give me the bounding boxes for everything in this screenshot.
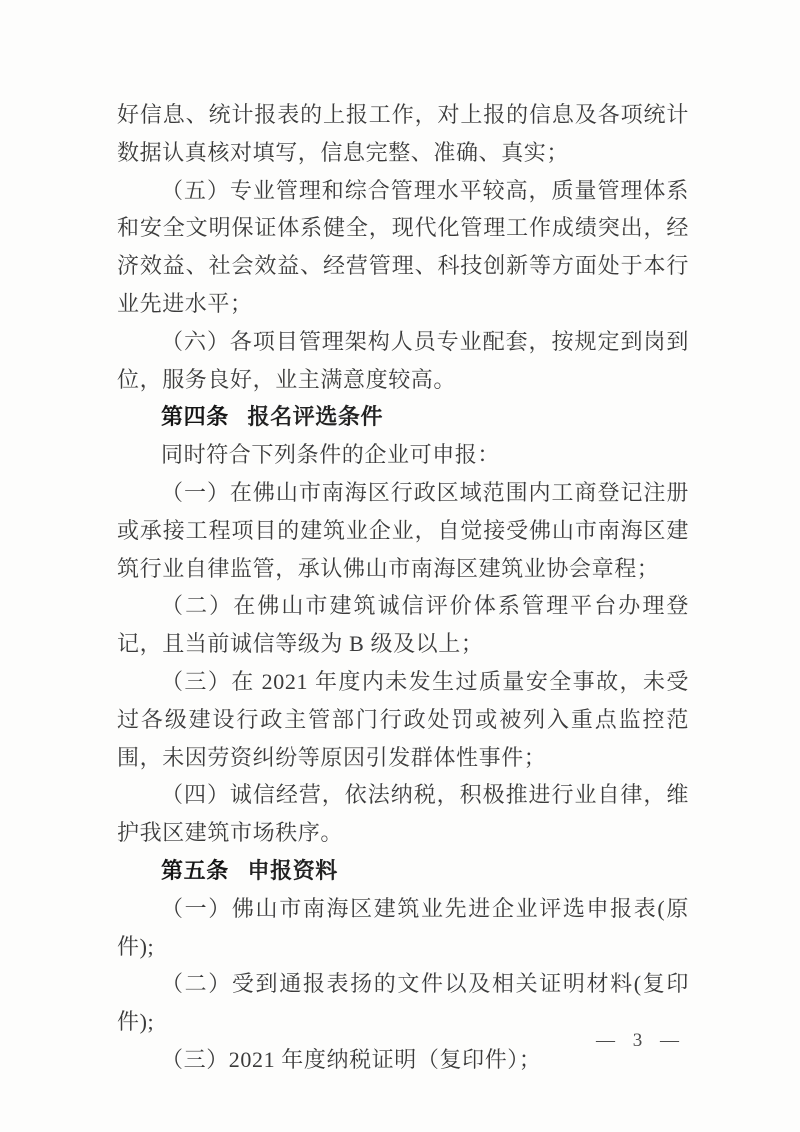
article-number: 第四条 xyxy=(161,404,229,430)
article-heading xyxy=(117,852,689,890)
paragraph: （六）各项目管理架构人员专业配套，按规定到岗到位，服务良好，业主满意度较高。 xyxy=(117,328,689,392)
paragraph: （二）在佛山市建筑诚信评价体系管理平台办理登记，且当前诚信等级为 B 级及以上； xyxy=(117,593,689,657)
paragraph: （一）在佛山市南海区行政区域范围内工商登记注册或承接工程项目的建筑业企业，自觉接受佛山市南海区建筑行业自律监管，承认佛山市南海区建筑业协会章程； xyxy=(117,479,689,581)
document-content xyxy=(117,96,689,1079)
page-number: — 3 — xyxy=(596,1030,681,1051)
paragraph: （三）在 2021 年度内未发生过质量安全事故，未受过各级建设行政主管部门行政处罚或被列入重点监控范围，未因劳资纠纷等原因引发群体性事件； xyxy=(117,668,689,770)
article-title: 报名评选条件 xyxy=(247,404,384,430)
page-footer xyxy=(0,1030,800,1060)
paragraph: （二）受到通报表扬的文件以及相关证明材料(复印件); xyxy=(117,971,689,1035)
paragraph: 好信息、统计报表的上报工作，对上报的信息及各项统计数据认真核对填写，信息完整、准确、真实； xyxy=(117,102,689,165)
paragraph: （三）2021 年度纳税证明（复印件）； xyxy=(161,1046,542,1072)
article-heading xyxy=(117,398,689,436)
paragraph: （五）专业管理和综合管理水平较高，质量管理体系和安全文明保证体系健全，现代化管理工作成绩突出，经济效益、社会效益、经营管理、科技创新等方面处于本行业先进水平； xyxy=(117,177,689,316)
paragraph: （一）佛山市南海区建筑业先进企业评选申报表(原件); xyxy=(117,895,689,959)
article-title: 申报资料 xyxy=(247,857,338,883)
paragraph: 同时符合下列条件的企业可申报： xyxy=(161,442,501,468)
article-number: 第五条 xyxy=(161,857,229,883)
paragraph: （四）诚信经营，依法纳税，积极推进行业自律，维护我区建筑市场秩序。 xyxy=(117,782,689,846)
